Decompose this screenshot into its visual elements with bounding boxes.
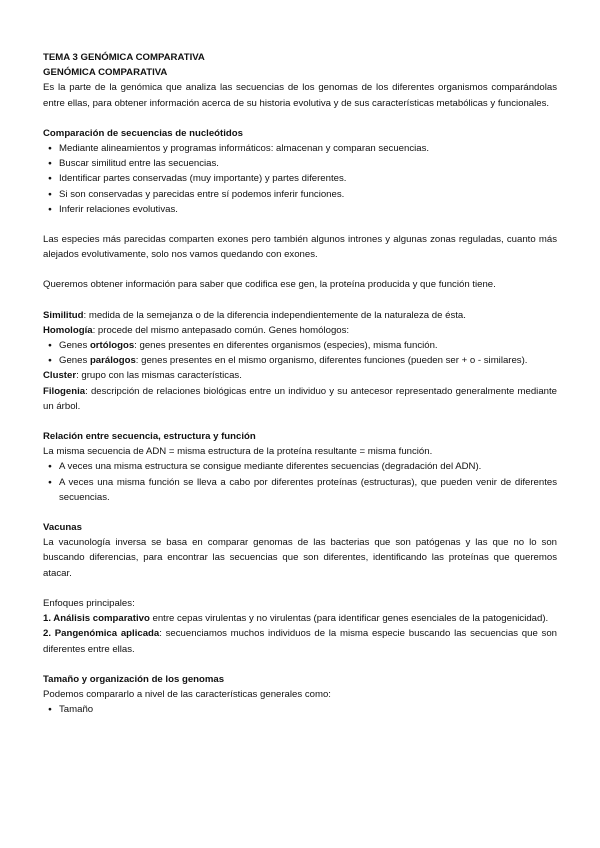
definition: : medida de la semejanza o de la diferencia independientemente de la naturaleza de ésta. (83, 309, 466, 321)
list-item: ● Si son conservadas y parecidas entre sí podemos inferir funciones. (43, 187, 557, 202)
definition: : descripción de relaciones biológicas entre un individuo y su antecesor representado generalmente mediante un árbol. (43, 385, 557, 412)
definition-cluster (43, 368, 557, 383)
definition: : genes presentes en diferentes organismos (especies), misma función. (134, 340, 438, 352)
term: 2. Pangenómica aplicada (43, 628, 160, 640)
definition: entre cepas virulentas y no virulentas (para identificar genes esenciales de la patogenicidad). (149, 613, 549, 625)
sequence-structure-line: La misma secuencia de ADN = misma estructura de la proteína resultante = misma función. (43, 446, 433, 458)
term: 1. Análisis comparativo (43, 613, 150, 625)
genome-size-list (43, 702, 557, 717)
vaccines-paragraph: La vacunología inversa se basa en comparar genomas de las bacterias que son patógenas y las que no lo son buscando diferencias, para encontrar las secuencias que son diferentes, identificando las proteínas que queremos atacar. (43, 537, 557, 579)
nucleotide-comparison-list (43, 141, 557, 217)
homologous-genes-list (43, 338, 557, 368)
term: ortólogos (89, 340, 135, 352)
genome-size-line: Podemos compararlo a nivel de las características generales como: (43, 688, 331, 700)
definition: : genes presentes en el mismo organismo, diferentes funciones (pueden ser + o - similares). (135, 355, 528, 367)
definition-similitud (43, 308, 557, 323)
section-title: GENÓMICA COMPARATIVA (43, 67, 168, 79)
definition-homologia (43, 323, 557, 338)
list-item: ● Mediante alineamientos y programas informáticos: almacenan y comparan secuencias. (43, 141, 557, 156)
definition: : grupo con las mismas características. (76, 370, 242, 382)
heading-sequence-structure-function: Relación entre secuencia, estructura y función (43, 431, 256, 443)
list-item: ● Identificar partes conservadas (muy importante) y partes diferentes. (43, 171, 557, 186)
definition: : procede del mismo antepasado común. Genes homólogos: (92, 324, 350, 336)
intro-paragraph: Es la parte de la genómica que analiza las secuencias de los genomas de los diferentes organismos comparándolas entre ellas, para obtener información acerca de su historia evolutiva y de sus características metabólicas y funcionales. (43, 82, 557, 109)
approaches-label: Enfoques principales: (43, 597, 135, 609)
approach-2 (43, 626, 557, 656)
list-item: ● Inferir relaciones evolutivas. (43, 202, 557, 217)
list-item: ● Buscar similitud entre las secuencias. (43, 156, 557, 171)
approach-1 (43, 611, 557, 626)
list-item: ● A veces una misma estructura se consigue mediante diferentes secuencias (degradación del ADN). (43, 459, 557, 474)
term: Similitud (43, 309, 84, 321)
sequence-structure-list (43, 459, 557, 505)
heading-vaccines: Vacunas (43, 522, 82, 534)
goal-paragraph: Queremos obtener información para saber que codifica ese gen, la proteína producida y que función tiene. (43, 279, 496, 291)
term: Filogenia (43, 385, 86, 397)
list-item: ● Tamaño (43, 702, 557, 717)
term: parálogos (89, 355, 136, 367)
term: Cluster (43, 370, 77, 382)
document-body (43, 50, 557, 717)
list-item: ● A veces una misma función se lleva a cabo por diferentes proteínas (estructuras), que pueden venir de diferentes secuencias. (43, 475, 557, 505)
heading-nucleotide-comparison: Comparación de secuencias de nucleótidos (43, 127, 243, 139)
list-item-orthologs: ● Genes ortólogos: genes presentes en diferentes organismos (especies), misma función. (43, 338, 557, 353)
definition-filogenia (43, 384, 557, 414)
definition: : secuenciamos muchos individuos de la misma especie buscando las secuencias que son diferentes entre ellas. (43, 628, 557, 655)
term: Homología (43, 324, 93, 336)
topic-title: TEMA 3 GENÓMICA COMPARATIVA (43, 52, 205, 63)
species-paragraph: Las especies más parecidas comparten exones pero también algunos intrones y algunas zonas reguladas, cuanto más alejados evolutivamente, solo nos vamos quedando con exones. (43, 234, 557, 261)
list-item-paralogs: ● Genes parálogos: genes presentes en el mismo organismo, diferentes funciones (pueden ser + o - similares). (43, 353, 557, 368)
heading-genome-size: Tamaño y organización de los genomas (43, 673, 225, 685)
